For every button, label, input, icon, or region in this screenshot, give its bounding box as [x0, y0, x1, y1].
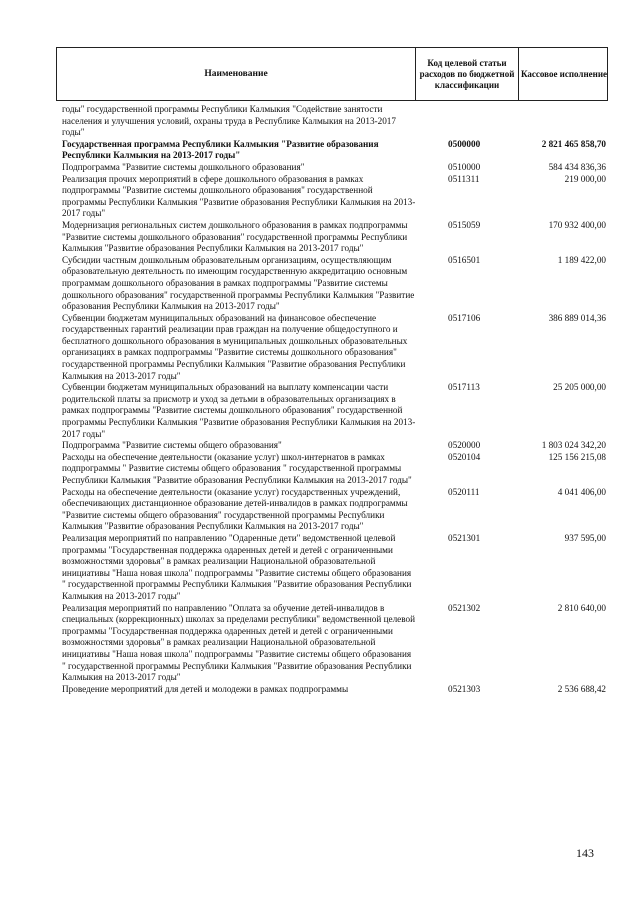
table-row — [62, 440, 606, 452]
row-amount: 1 803 024 342,20 — [541, 440, 606, 451]
row-code: 0510000 — [448, 161, 481, 172]
row-amount: 4 041 406,00 — [557, 486, 606, 497]
table-row — [62, 220, 606, 255]
header-name: Наименование — [57, 48, 416, 100]
row-amount: 2 821 465 858,70 — [541, 138, 606, 149]
row-name: Расходы на обеспечение деятельности (оказание услуг) школ-интернатов в рамках подпрограммы " Развитие системы общего образования " государственной программы Республики Калмыкия "Развитие образования Республики Калмыкия на 2013-2017 годы" — [62, 451, 412, 485]
row-code: 0520000 — [448, 440, 481, 451]
table-row — [62, 684, 606, 696]
row-code: 0521302 — [448, 602, 481, 613]
row-code: 0520104 — [448, 451, 481, 462]
row-name: Подпрограмма "Развитие системы общего образования" — [62, 440, 282, 451]
row-amount: 219 000,00 — [564, 173, 606, 184]
row-name: годы" государственной программы Республики Калмыкия "Содействие занятости населения и улучшения условий, охраны труда в Республике Калмыкия на 2013-2017 годы" — [62, 104, 396, 138]
row-name: Реализация мероприятий по направлению "Одаренные дети" ведомственной целевой программы "Государственная поддержка одаренных детей и детей с ограниченными возможностями здоровья" в рамках реализации Национальной образовательной инициативы "Наша новая школа" подпрограммы "Развитие системы общего образования " государственной программы Республики Калмыкия "Развитие образования Республики Калмыкия на 2013-2017 годы" — [62, 532, 412, 601]
row-name: Реализация прочих мероприятий в сфере дошкольного образования в рамках подпрограммы "Развитие системы дошкольного образования" государственной программы Республики Калмыкия "Развитие образования Республики Калмыкия на 2013-2017 годы" — [62, 173, 416, 219]
row-amount: 125 156 215,08 — [548, 451, 606, 462]
table-header — [56, 47, 608, 101]
table-row — [62, 162, 606, 174]
header-code: Код целевой статьи расходов по бюджетной классификации — [416, 48, 519, 100]
row-amount: 386 889 014,36 — [548, 312, 606, 323]
table-row — [62, 382, 606, 440]
table-row — [62, 139, 606, 162]
header-amount: Кассовое исполнение — [520, 68, 608, 79]
row-name: Проведение мероприятий для детей и молодежи в рамках подпрограммы — [62, 683, 349, 694]
row-amount: 25 205 000,00 — [553, 382, 606, 393]
table-row — [62, 174, 606, 220]
row-amount: 1 189 422,00 — [557, 254, 606, 265]
row-name: Расходы на обеспечение деятельности (оказание услуг) государственных учреждений, обеспечивающих дистанционное образование детей-инвалидов в рамках подпрограммы "Развитие системы общего образования" государственной программы Республики Калмыкия "Развитие образования Республики Калмыкия на 2013-2017 годы" — [62, 486, 408, 532]
table-row — [62, 533, 606, 603]
row-name: Подпрограмма "Развитие системы дошкольного образования" — [62, 161, 305, 172]
row-name: Реализация мероприятий по направлению "Оплата за обучение детей-инвалидов в специальных (коррекционных) школах за пределами республики" ведомственной целевой программы "Государственная поддержка одаренных детей и детей с ограниченными возможностями здоровья" в рамках реализации Национальной образовательной инициативы "Наша новая школа" подпрограммы "Развитие системы общего образования " государственной программы Республики Калмыкия "Развитие образования Республики Калмыкия на 2013-2017 годы" — [62, 602, 416, 683]
table-row — [62, 104, 606, 139]
row-name: Субвенции бюджетам муниципальных образований на выплату компенсации части родительской платы за присмотр и уход за детьми в образовательных организациях в рамках подпрограммы "Развитие системы дошкольного образования" государственной программы Республики Калмыкия "Развитие образования Республики Калмыкия на 2013-2017 годы" — [62, 382, 416, 439]
row-code: 0500000 — [448, 138, 481, 149]
row-name: Государственная программа Республики Калмыкия "Развитие образования Республики Калмыкия на 2013-2017 годы" — [62, 138, 379, 161]
row-code: 0517113 — [448, 382, 480, 393]
table-row — [62, 487, 606, 533]
row-name: Субсидии частным дошкольным образовательным организациям, осуществляющим образовательную деятельность по имеющим государственную аккредитацию основным программам дошкольного образования в рамках подпрограммы "Развитие системы дошкольного образования" государственной программы Республики Калмыкия "Развитие образования Республики Калмыкия на 2013-2017 годы" — [62, 254, 415, 312]
row-amount: 937 595,00 — [564, 532, 606, 543]
table-body — [62, 104, 606, 695]
row-code: 0520111 — [448, 486, 480, 497]
row-name: Модернизация региональных систем дошкольного образования в рамках подпрограммы "Развитие системы дошкольного образования" государственной программы Республики Калмыкия "Развитие образования Республики Калмыкия на 2013-2017 годы" — [62, 219, 408, 254]
row-amount: 2 536 688,42 — [557, 683, 606, 694]
row-code: 0521301 — [448, 532, 481, 543]
row-amount: 170 932 400,00 — [548, 219, 606, 230]
row-amount: 584 434 836,36 — [548, 161, 606, 172]
row-code: 0516501 — [448, 254, 481, 265]
table-row — [62, 452, 606, 487]
table-row — [62, 313, 606, 383]
row-name: Субвенции бюджетам муниципальных образований на финансовое обеспечение государственных гарантий реализации прав граждан на получение общедоступного и бесплатного дошкольного образования в муниципальных дошкольных образовательных организациях в рамках подпрограммы "Развитие системы дошкольного образования" государственной программы Республики Калмыкия "Развитие образования Республики Калмыкия на 2013-2017 годы" — [62, 312, 408, 381]
page-number: 143 — [576, 846, 594, 860]
row-code: 0515059 — [448, 219, 481, 230]
row-code: 0521303 — [448, 683, 481, 694]
row-code: 0517106 — [448, 312, 481, 323]
row-amount: 2 810 640,00 — [557, 602, 606, 613]
table-row — [62, 255, 606, 313]
row-code: 0511311 — [448, 173, 480, 184]
table-row — [62, 603, 606, 684]
